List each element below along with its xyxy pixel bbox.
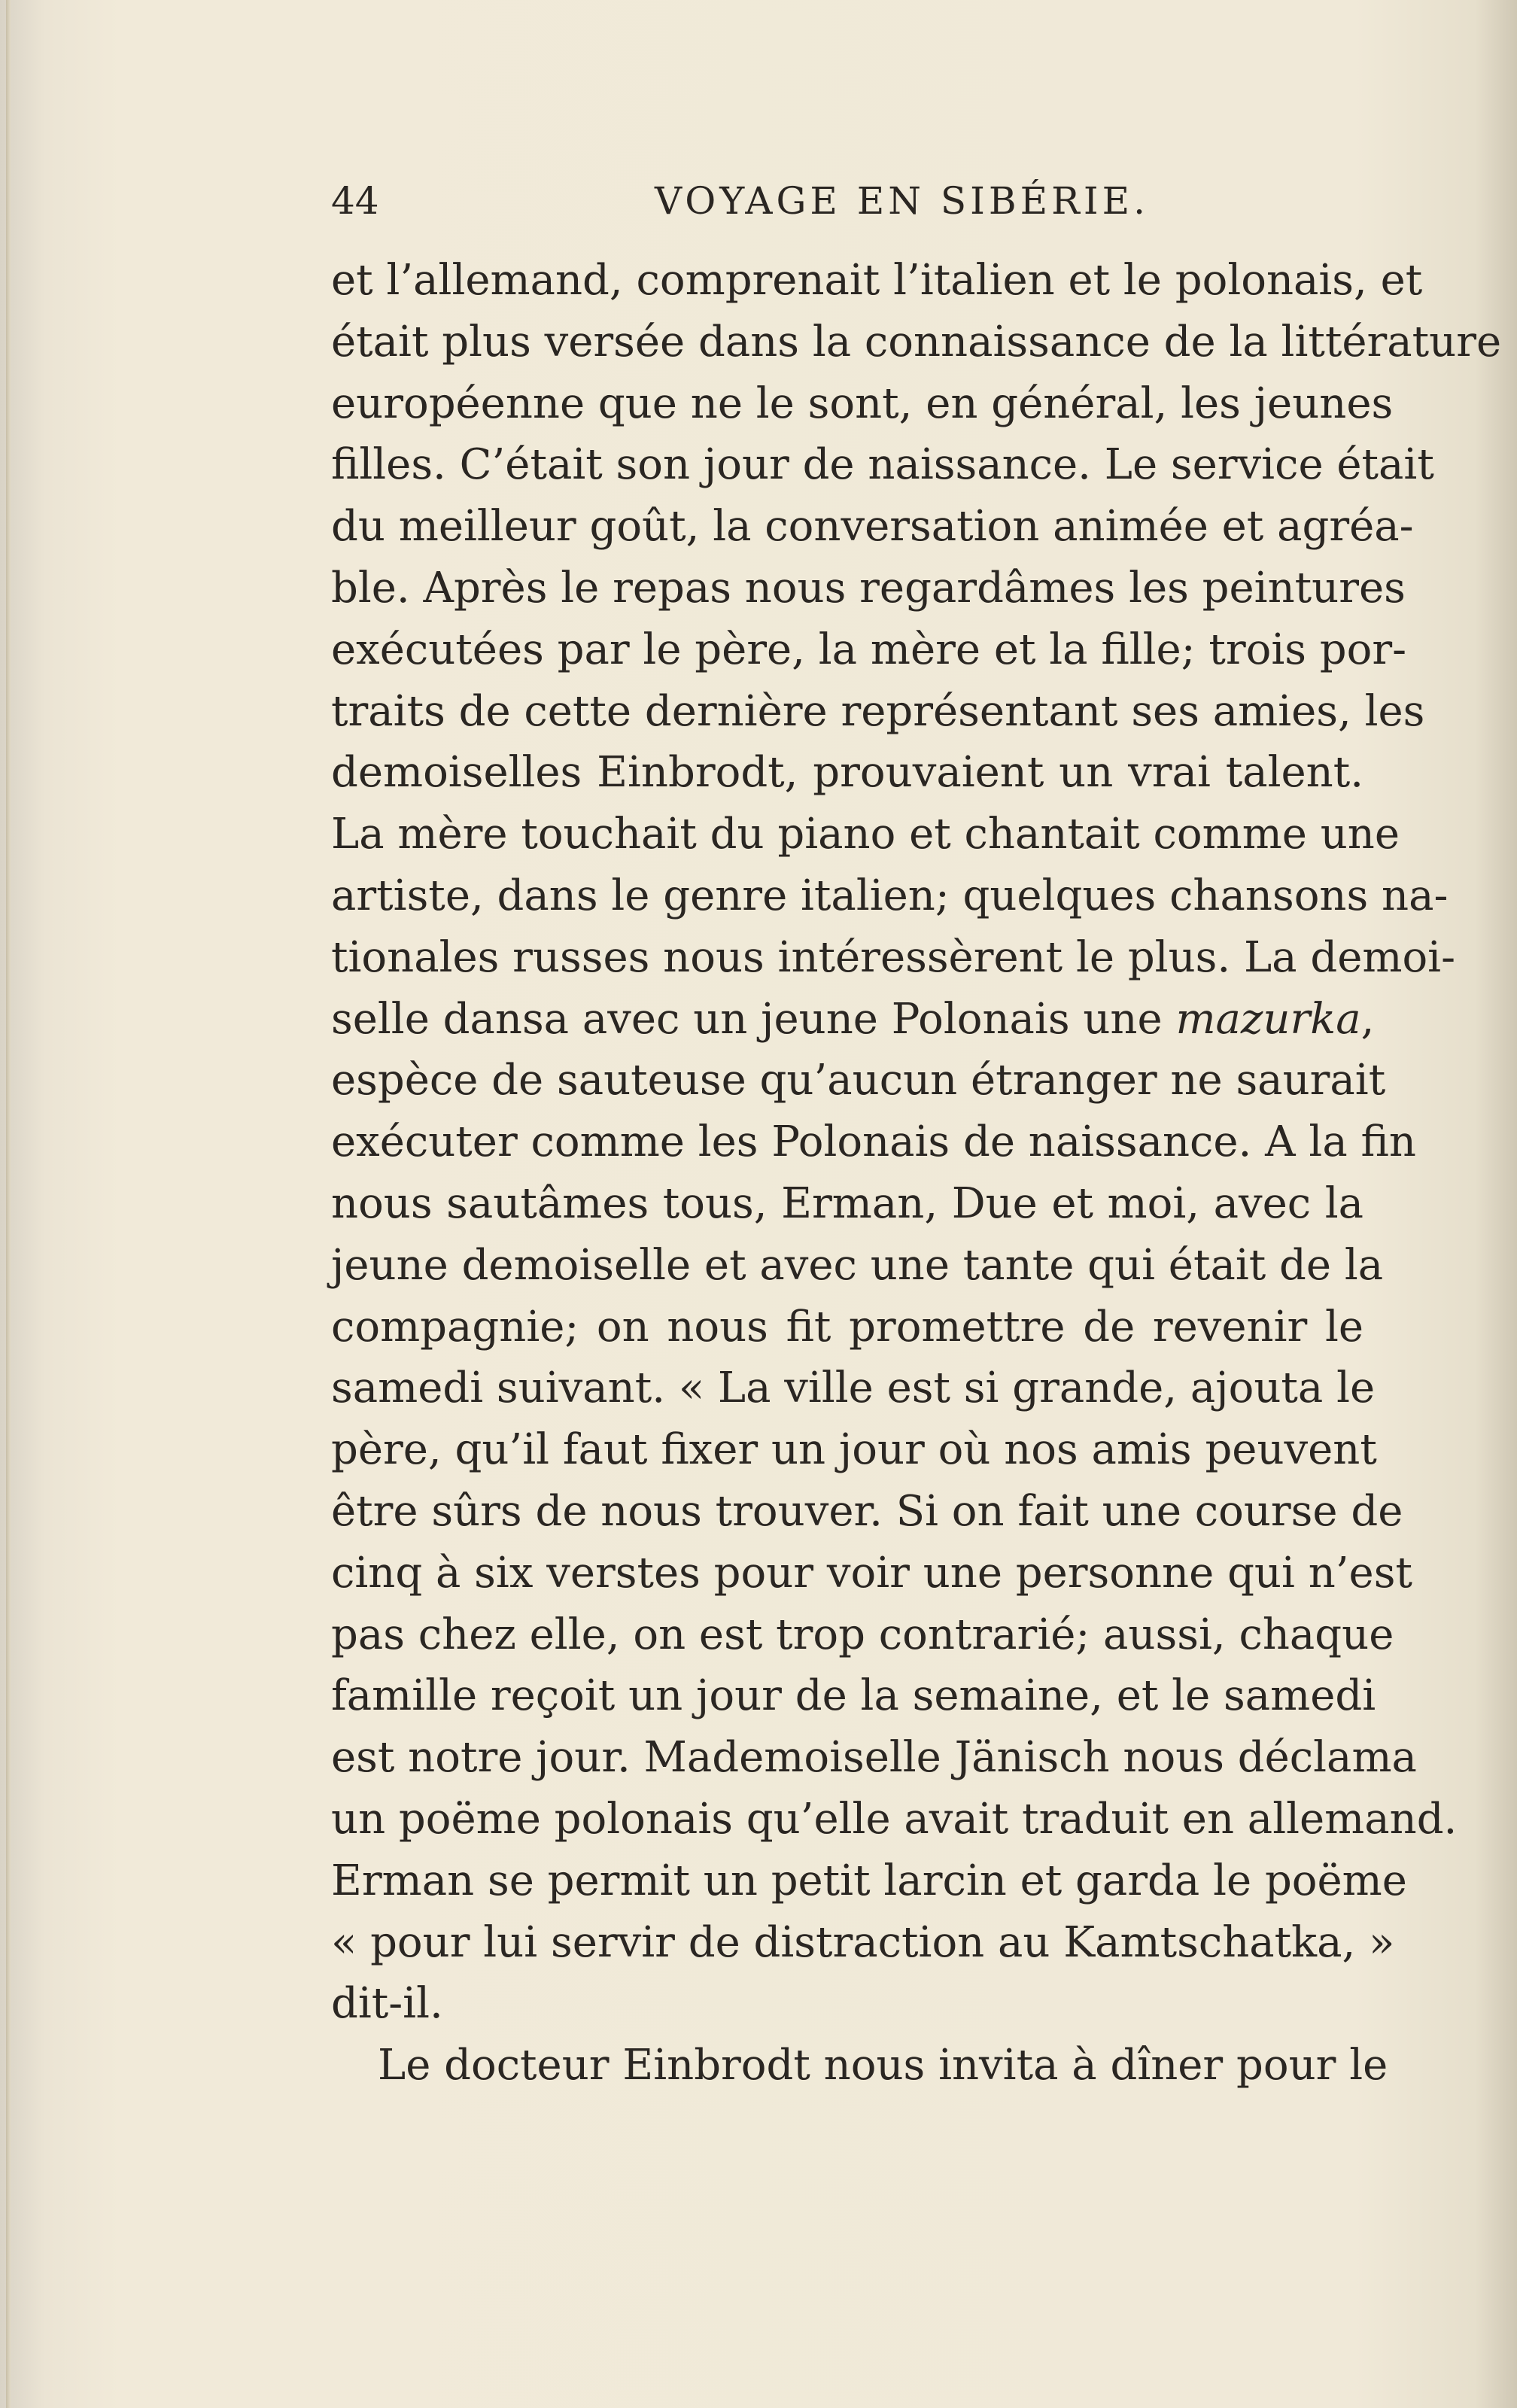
text-line: La mère touchait du piano et chantait comme une — [331, 810, 1400, 859]
text-line: est notre jour. Mademoiselle Jänisch nous déclama — [331, 1733, 1417, 1783]
text-line: cinq à six verstes pour voir une personne qui n’est — [331, 1548, 1412, 1598]
text-line: un poëme polonais qu’elle avait traduit en allemand. — [331, 1794, 1458, 1844]
text-line: exécutées par le père, la mère et la fille; trois por- — [331, 625, 1407, 674]
page-header — [331, 175, 1363, 227]
text-line: dit-il. — [331, 1979, 443, 2029]
text-line: samedi suivant. « La ville est si grande, ajouta le — [331, 1364, 1376, 1413]
text-line: famille reçoit un jour de la semaine, et le samedi — [331, 1671, 1376, 1721]
text-line: espèce de sauteuse qu’aucun étranger ne saurait — [331, 1056, 1386, 1105]
text-line: jeune demoiselle et avec une tante qui était de la — [331, 1240, 1384, 1290]
text-line: Erman se permit un petit larcin et garda le poëme — [331, 1856, 1407, 1905]
text-line: père, qu’il faut fixer un jour où nos amis peuvent — [331, 1425, 1377, 1475]
page-gutter — [6, 0, 11, 2408]
text-line: être sûrs de nous trouver. Si on fait une course de — [331, 1486, 1403, 1536]
text-line: traits de cette dernière représentant ses amies, les — [331, 686, 1425, 736]
page-number: 44 — [331, 179, 379, 223]
text-line: du meilleur goût, la conversation animée et agréa- — [331, 502, 1414, 552]
text-line: tionales russes nous intéressèrent le plus. La demoi- — [331, 932, 1456, 982]
text-line: était plus versée dans la connaissance de la littérature — [331, 317, 1502, 366]
text-line: artiste, dans le genre italien; quelques chansons na- — [331, 871, 1449, 920]
body-text — [331, 250, 1502, 2096]
italic-word: mazurka — [1175, 994, 1361, 1044]
text-line: et l’allemand, comprenait l’italien et le polonais, et — [331, 256, 1423, 305]
text-line: selle dansa avec un jeune Polonais une mazurka, — [331, 994, 1375, 1044]
text-line: pas chez elle, on est trop contrarié; aussi, chaque — [331, 1610, 1394, 1659]
text-line: nous sautâmes tous, Erman, Due et moi, avec la — [331, 1178, 1363, 1228]
text-line: demoiselles Einbrodt, prouvaient un vrai talent. — [331, 748, 1363, 798]
text-line: filles. C’était son jour de naissance. Le service était — [331, 440, 1434, 490]
text-line: « pour lui servir de distraction au Kamtschatka, » — [331, 1917, 1395, 1967]
text-line: ble. Après le repas nous regardâmes les peintures — [331, 563, 1406, 613]
running-title: VOYAGE EN SIBÉRIE. — [655, 179, 1149, 223]
text-line: Le docteur Einbrodt nous invita à dîner pour le — [378, 2041, 1388, 2090]
text-line: compagnie; on nous fit promettre de revenir le — [331, 1302, 1363, 1351]
text-line: européenne que ne le sont, en général, les jeunes — [331, 379, 1394, 428]
text-line: exécuter comme les Polonais de naissance. A la fin — [331, 1117, 1416, 1167]
